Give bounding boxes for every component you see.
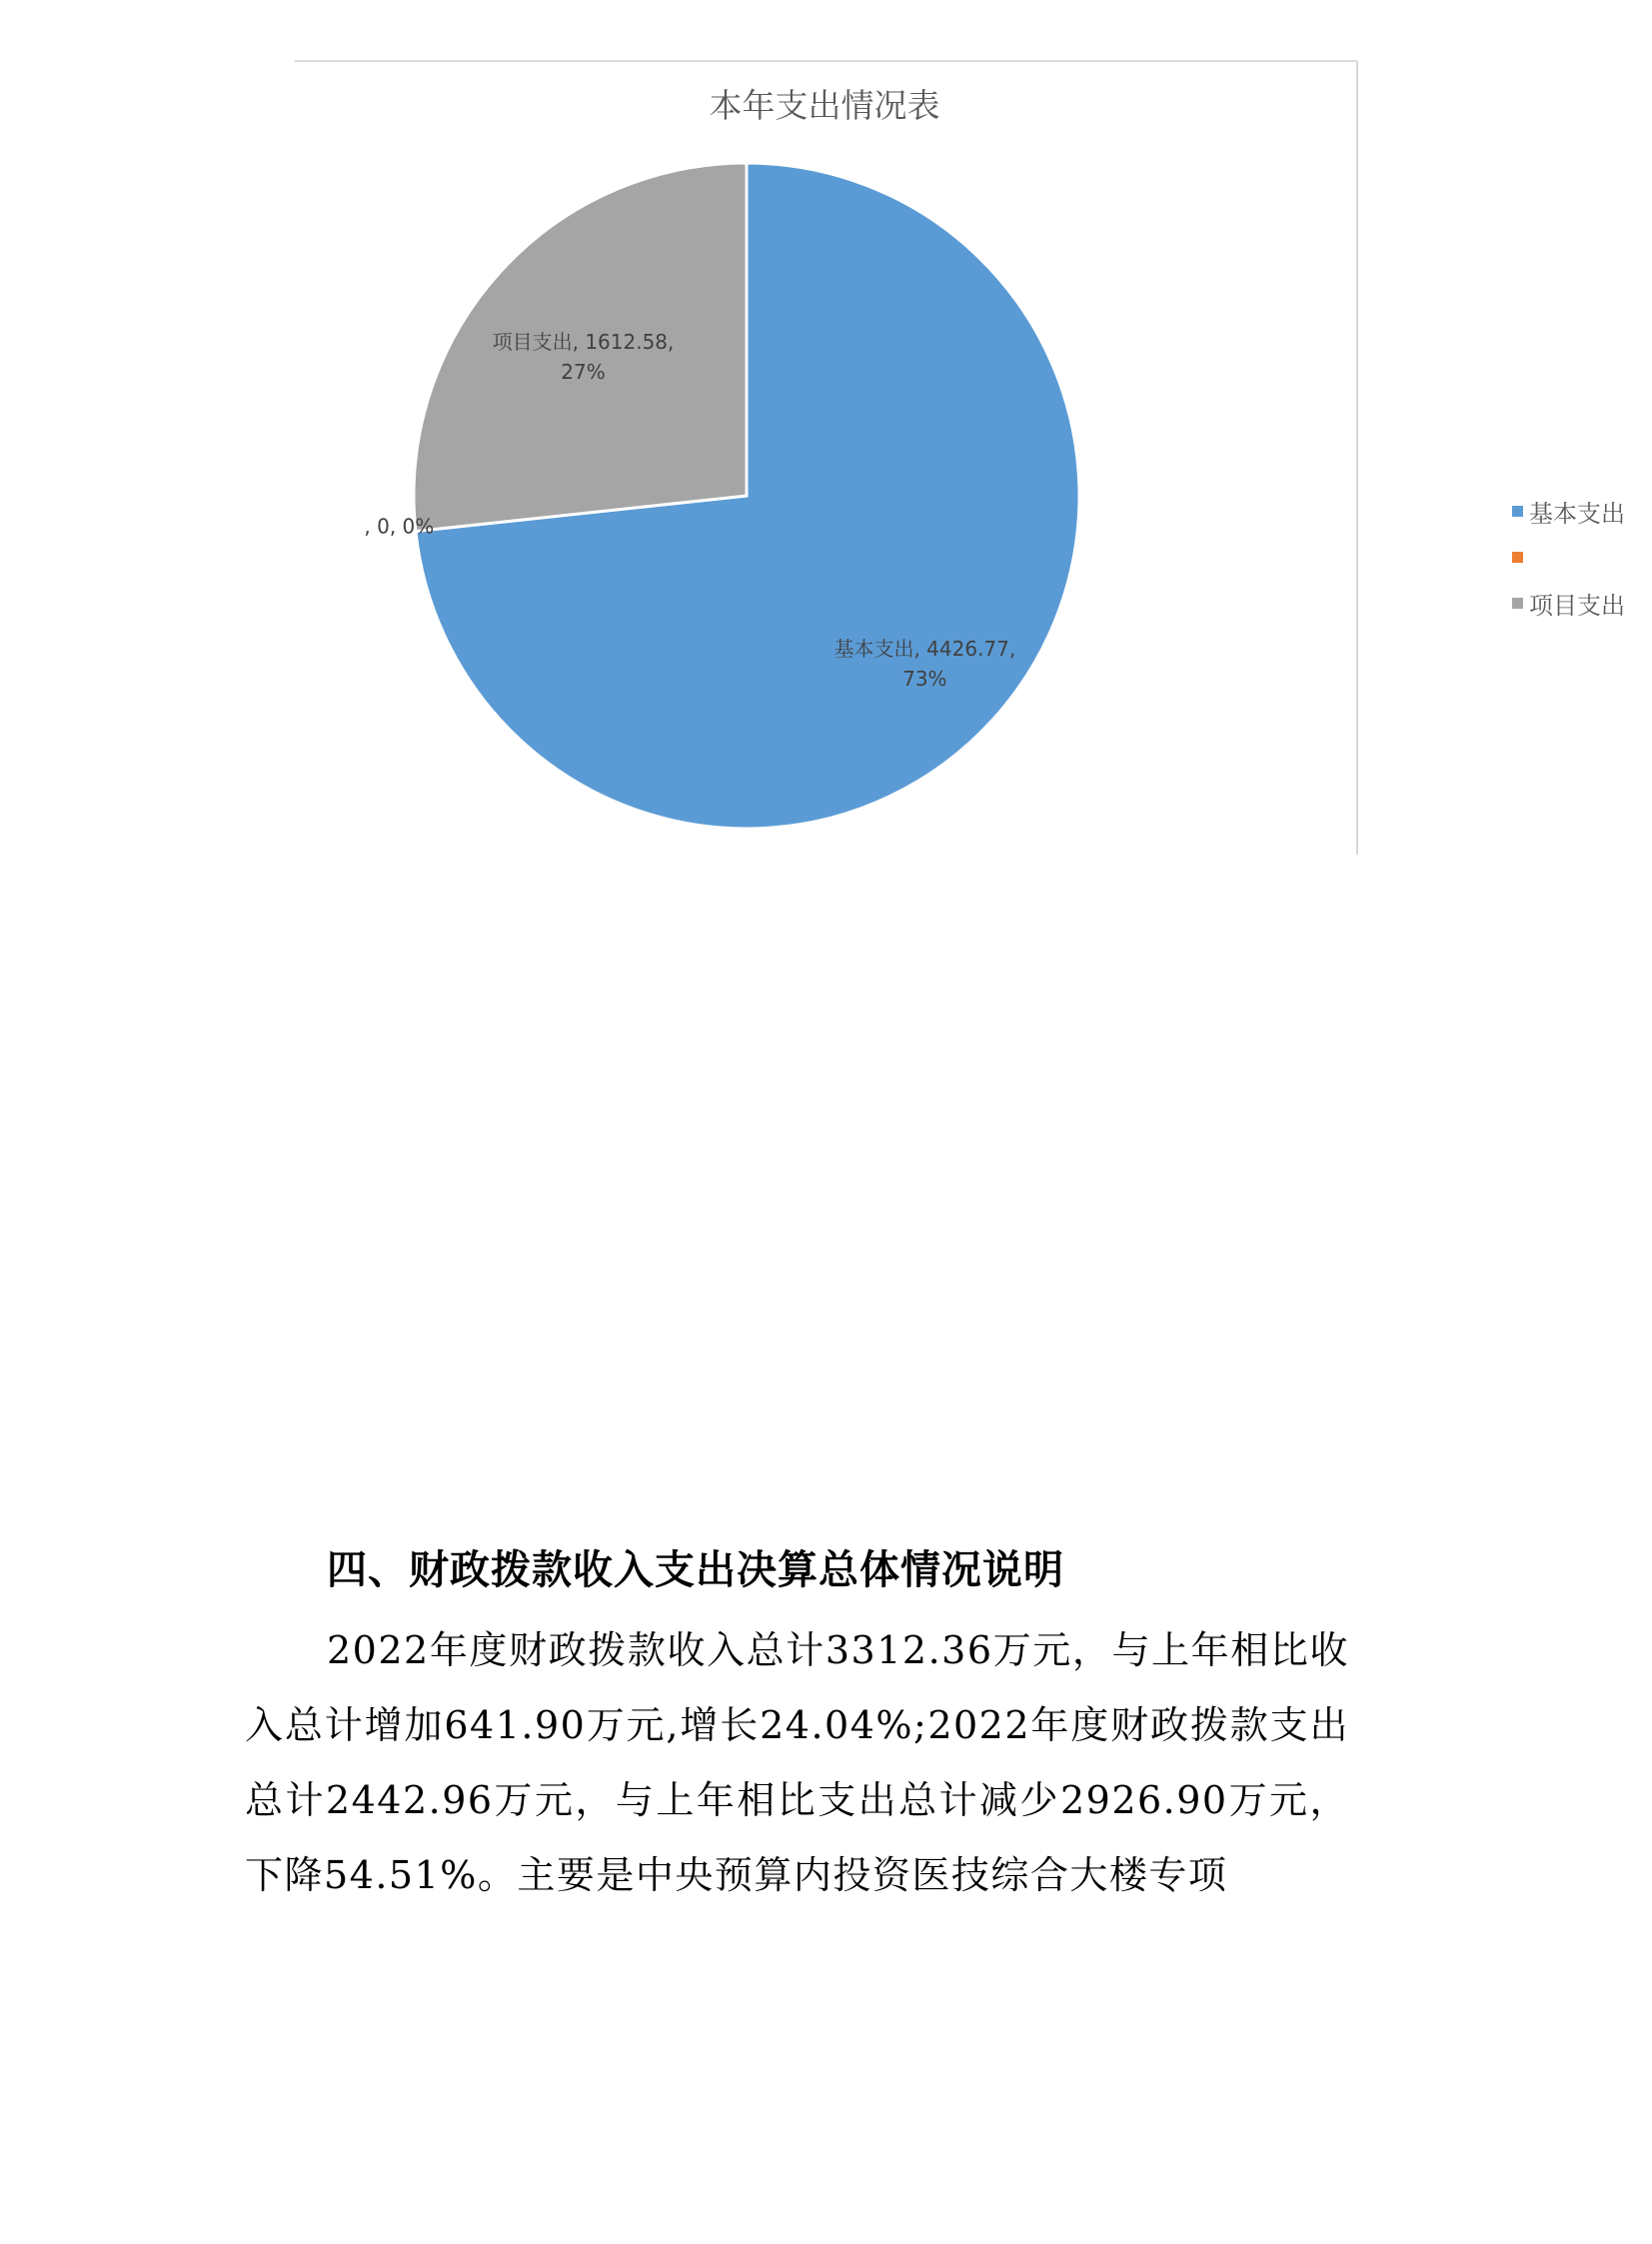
legend-item-basic — [1512, 488, 1652, 534]
data-label-blank: , 0, 0% — [364, 514, 435, 539]
pie-chart — [295, 60, 1625, 855]
legend-item-blank — [1512, 534, 1652, 580]
legend-swatch-blank — [1512, 552, 1523, 563]
legend-label-project: 项目支出 — [1529, 591, 1625, 620]
legend-swatch-basic — [1512, 506, 1523, 517]
section-heading: 四、财政拨款收入支出决算总体情况说明 — [327, 1547, 1064, 1593]
chart-legend — [1512, 488, 1652, 626]
legend-swatch-project — [1512, 598, 1523, 609]
section-paragraph: 2022年度财政拨款收入总计3312.36万元，与上年相比收入总计增加641.90万元,增长24.04%;2022年度财政拨款支出总计2442.96万元，与上年相比支出总计减少2926.90万元，下降54.51%。主要是中央预算内投资医技综合大楼专项 — [245, 1628, 1349, 1897]
data-label-basic: 基本支出, 4426.77, 73% — [833, 637, 1016, 692]
legend-label-basic: 基本支出 — [1529, 499, 1625, 528]
document-body — [245, 1539, 1349, 1913]
pie-chart-svg — [295, 60, 1359, 855]
chart-title: 本年支出情况表 — [709, 86, 940, 125]
legend-item-project — [1512, 580, 1652, 626]
data-label-project: 项目支出, 1612.58, 27% — [492, 330, 675, 385]
